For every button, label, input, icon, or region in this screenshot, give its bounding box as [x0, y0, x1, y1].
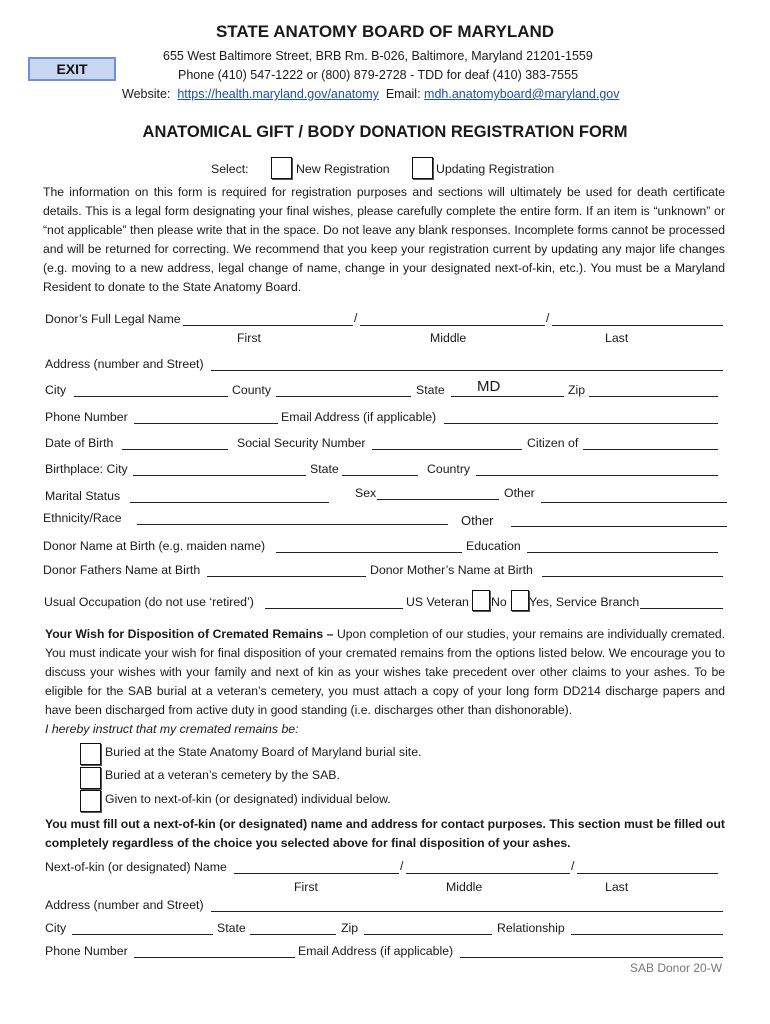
donor-marital-label: Marital Status — [45, 489, 121, 503]
nok-state-field[interactable] — [250, 934, 336, 935]
nok-zip-label: Zip — [341, 921, 359, 935]
donor-father-label: Donor Fathers Name at Birth — [43, 563, 201, 577]
donor-birth-city-field[interactable] — [133, 475, 306, 476]
donor-ethnicity-other-label: Other — [461, 513, 494, 528]
website-row — [122, 87, 619, 101]
option-next-of-kin-label: Given to next-of-kin (or designated) individual below. — [105, 792, 391, 806]
option-sab-burial-checkbox[interactable] — [80, 743, 101, 765]
donor-ethnicity-field[interactable] — [137, 524, 448, 525]
donor-address-field[interactable] — [211, 370, 723, 371]
veteran-label: US Veteran — [406, 595, 469, 609]
nok-phone-label: Phone Number — [45, 944, 128, 958]
email-label: Email: — [385, 87, 421, 101]
nok-address-label: Address (number and Street) — [45, 898, 204, 912]
new-registration-label: New Registration — [296, 162, 390, 176]
name-separator: / — [546, 311, 550, 325]
nok-phone-field[interactable] — [134, 957, 295, 958]
select-label: Select: — [211, 162, 249, 176]
donor-state-label: State — [416, 383, 445, 397]
nok-last-caption: Last — [605, 880, 629, 894]
donor-ethnicity-label: Ethnicity/Race — [43, 511, 122, 525]
donor-first-caption: First — [237, 331, 261, 345]
wish-heading: Your Wish for Disposition of Cremated Remains – — [45, 627, 334, 641]
option-sab-burial-label: Buried at the State Anatomy Board of Maryland burial site. — [105, 745, 422, 759]
donor-mother-field[interactable] — [542, 576, 723, 577]
website-label: Website: — [122, 87, 171, 101]
donor-citizen-field[interactable] — [583, 449, 718, 450]
option-veteran-cemetery-checkbox[interactable] — [80, 767, 101, 789]
donor-sex-other-label: Other — [504, 486, 535, 500]
donor-phone-label: Phone Number — [45, 410, 128, 424]
option-next-of-kin-checkbox[interactable] — [80, 790, 101, 812]
wish-paragraph — [45, 625, 725, 720]
nok-city-label: City — [45, 921, 67, 935]
name-separator: / — [354, 311, 358, 325]
nok-zip-field[interactable] — [364, 934, 492, 935]
nok-middle-name-field[interactable] — [406, 873, 570, 874]
donor-birth-state-field[interactable] — [342, 475, 418, 476]
veteran-no-label: No — [491, 595, 507, 609]
donor-occupation-label: Usual Occupation (do not use ‘retired’) — [44, 595, 254, 609]
donor-sex-field[interactable] — [377, 499, 499, 500]
intro-paragraph: The information on this form is required for registration purposes and sections will ultimately be used for death certificate details. This is a legal form designating your final wishes, please carefully complete the entire form. If an item is “unknown” or “not applicable” then please write that in the space. Do not leave any blank responses. Incomplete forms cannot be processed and will be returned for correcting. We recommend that you keep your registration current by updating any major life changes (e.g. moving to a new address, legal change of name, change in your designated next-of-kin, etc.). You must be a Maryland Resident to donate to the State Anatomy Board. — [43, 185, 725, 294]
donor-address-label: Address (number and Street) — [45, 357, 204, 371]
nok-notice: You must fill out a next-of-kin (or designated) name and address for contact purposes. This section must be filled out completely regardless of the choice you selected above for final disposition of your ashes. — [45, 817, 725, 850]
exit-button[interactable]: EXIT — [28, 57, 116, 81]
donor-birth-state-label: State — [310, 462, 339, 476]
donor-ssn-field[interactable] — [372, 449, 522, 450]
donor-sex-other-field[interactable] — [541, 502, 727, 503]
donor-middle-caption: Middle — [430, 331, 467, 345]
donor-father-field[interactable] — [207, 576, 366, 577]
donor-city-label: City — [45, 383, 67, 397]
donor-middle-name-field[interactable] — [360, 325, 545, 326]
nok-address-field[interactable] — [211, 911, 723, 912]
nok-relationship-label: Relationship — [497, 921, 565, 935]
donor-birth-name-field[interactable] — [276, 552, 462, 553]
veteran-yes-checkbox[interactable] — [511, 590, 529, 611]
donor-county-field[interactable] — [276, 396, 411, 397]
donor-dob-label: Date of Birth — [45, 436, 114, 450]
donor-state-field[interactable] — [451, 396, 564, 397]
nok-first-caption: First — [294, 880, 318, 894]
veteran-yes-label: Yes, Service Branch — [529, 595, 640, 609]
form-code: SAB Donor 20-W — [630, 961, 723, 975]
nok-name-label: Next-of-kin (or designated) Name — [45, 860, 227, 874]
nok-middle-caption: Middle — [446, 880, 483, 894]
veteran-no-checkbox[interactable] — [472, 590, 490, 611]
donor-birth-name-label: Donor Name at Birth (e.g. maiden name) — [43, 539, 266, 553]
name-separator: / — [571, 859, 575, 873]
donor-country-label: Country — [427, 462, 471, 476]
donor-occupation-field[interactable] — [265, 608, 403, 609]
service-branch-field[interactable] — [640, 608, 723, 609]
form-title: ANATOMICAL GIFT / BODY DONATION REGISTRATION FORM — [142, 123, 628, 141]
board-address: 655 West Baltimore Street, BRB Rm. B-026, Baltimore, Maryland 21201-1559 — [163, 49, 593, 63]
updating-registration-checkbox[interactable] — [412, 157, 433, 179]
updating-registration-label: Updating Registration — [436, 162, 555, 176]
donor-state-value: MD — [477, 378, 501, 395]
donor-last-caption: Last — [605, 331, 629, 345]
donor-zip-label: Zip — [568, 383, 586, 397]
donor-birth-city-label: Birthplace: City — [45, 462, 128, 476]
donor-education-field[interactable] — [527, 552, 718, 553]
donor-sex-label: Sex — [355, 486, 377, 500]
nok-city-field[interactable] — [72, 934, 213, 935]
donor-zip-field[interactable] — [589, 396, 718, 397]
new-registration-checkbox[interactable] — [271, 157, 292, 179]
donor-last-name-field[interactable] — [552, 325, 723, 326]
email-link[interactable]: mdh.anatomyboard@maryland.gov — [424, 87, 620, 101]
donor-citizen-label: Citizen of — [527, 436, 579, 450]
donor-email-label: Email Address (if applicable) — [281, 410, 437, 424]
donor-mother-label: Donor Mother’s Name at Birth — [370, 563, 533, 577]
nok-email-label: Email Address (if applicable) — [298, 944, 454, 958]
donor-ssn-label: Social Security Number — [237, 436, 366, 450]
donor-county-label: County — [232, 383, 271, 397]
board-phone: Phone (410) 547-1222 or (800) 879-2728 - TDD for deaf (410) 383-7555 — [178, 68, 579, 82]
option-veteran-cemetery-label: Buried at a veteran’s cemetery by the SAB. — [105, 768, 340, 782]
nok-state-label: State — [217, 921, 246, 935]
instruct-label: I hereby instruct that my cremated remains be: — [45, 722, 299, 736]
donor-country-field[interactable] — [476, 475, 718, 476]
nok-first-name-field[interactable] — [234, 873, 399, 874]
nok-email-field[interactable] — [460, 957, 723, 958]
board-title: STATE ANATOMY BOARD OF MARYLAND — [215, 22, 555, 41]
website-link[interactable]: https://health.maryland.gov/anatomy — [177, 87, 379, 101]
wish-body: Upon completion of our studies, your remains are individually cremated. You must indicate your wish for final disposition of your cremated remains from the options listed below. We encourage you to discuss your wishes with your family and next of kin as your wishes take precedent over other claims to your ashes. To be eligible for the SAB burial at a veteran’s cemetery, you must attach a copy of your long form DD214 discharge papers and have been discharged from active duty in good standing (i.e. discharges other than dishonorable). — [45, 627, 726, 717]
nok-relationship-field[interactable] — [571, 934, 723, 935]
name-separator: / — [400, 859, 404, 873]
donor-phone-field[interactable] — [134, 423, 278, 424]
donor-name-label: Donor’s Full Legal Name — [45, 312, 181, 326]
donor-email-field[interactable] — [444, 423, 718, 424]
donor-city-field[interactable] — [74, 396, 228, 397]
nok-last-name-field[interactable] — [577, 873, 718, 874]
donor-dob-field[interactable] — [122, 449, 228, 450]
donor-ethnicity-other-field[interactable] — [511, 526, 727, 527]
donor-marital-field[interactable] — [130, 502, 329, 503]
donor-first-name-field[interactable] — [183, 325, 353, 326]
donor-education-label: Education — [466, 539, 521, 553]
